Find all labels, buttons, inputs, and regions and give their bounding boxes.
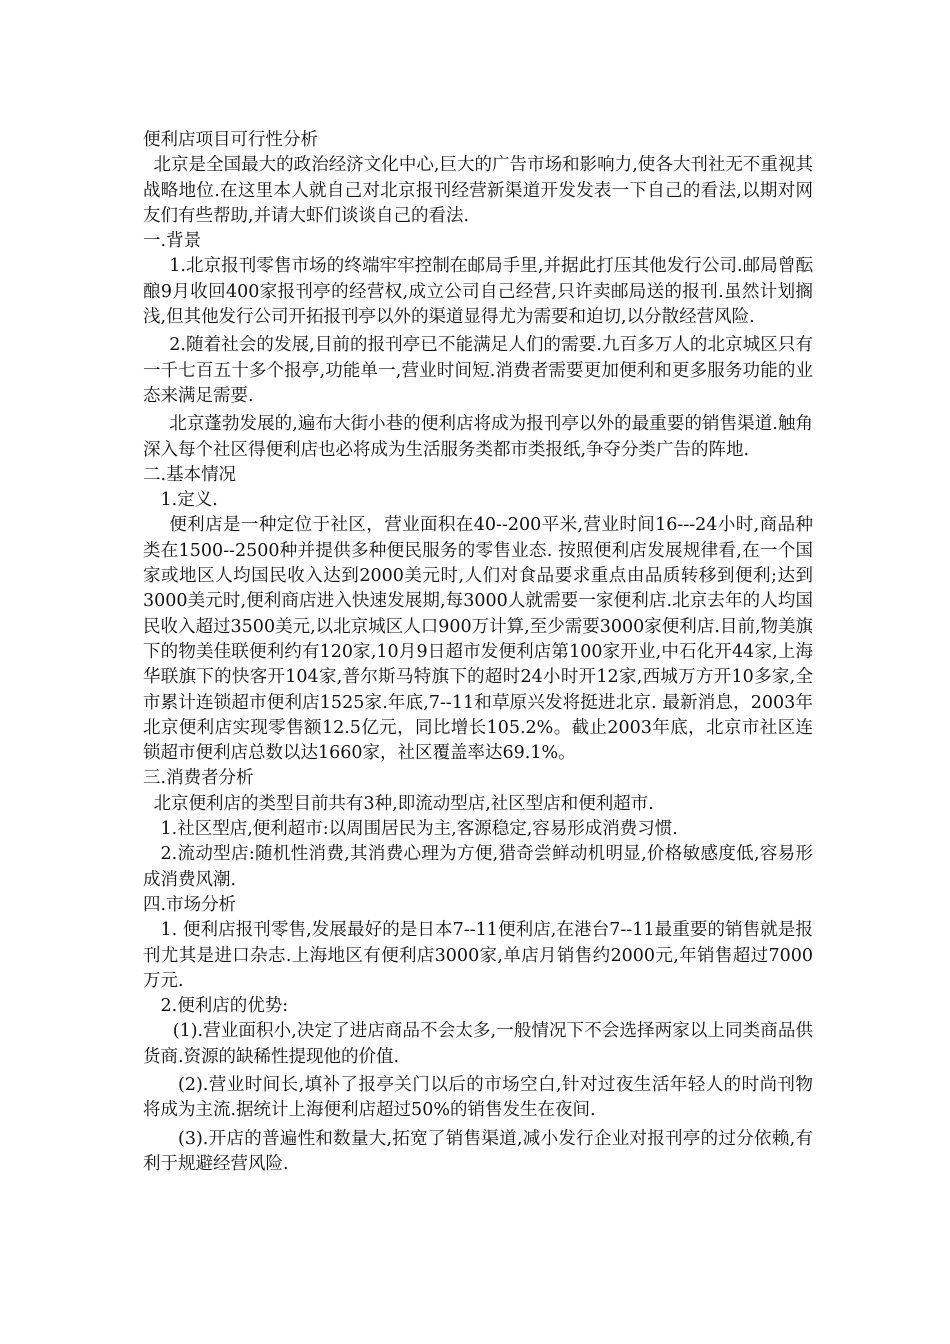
document-body (143, 128, 813, 1177)
paragraph: 2.流动型店:随机性消费,其消费心理为方便,猎奇尝鲜动机明显,价格敏感度低,容易形成消费风潮. (143, 844, 813, 890)
subheading: 2.便利店的优势: (160, 996, 289, 1017)
section-heading: 三.消费者分析 (143, 768, 254, 789)
paragraph: 北京蓬勃发展的,遍布大街小巷的便利店将成为报刊亭以外的最重要的销售渠道.触角深入每个社区得便利店也必将成为生活服务类都市类报纸,争夺分类广告的阵地. (143, 414, 813, 460)
paragraph: 2.随着社会的发展,目前的报刊亭已不能满足人们的需要.九百多万人的北京城区只有一千七百五十多个报亭,功能单一,营业时间短.消费者需要更加便利和更多服务功能的业态来满足需要. (143, 335, 813, 406)
paragraph: 1.北京报刊零售市场的终端牢牢控制在邮局手里,并据此打压其他发行公司.邮局曾酝酿9月收回400家报刊亭的经营权,成立公司自己经营,只许卖邮局送的报刊.虽然计划搁浅,但其他发行公司开拓报刊亭以外的渠道显得尤为需要和迫切,以分散经营风险. (143, 256, 813, 328)
paragraph: (1).营业面积小,决定了进店商品不会太多,一般情况下不会选择两家以上同类商品供货商.资源的缺稀性提现他的价值. (143, 1021, 813, 1067)
paragraph: (3).开店的普遍性和数量大,拓宽了销售渠道,减小发行企业对报刊亭的过分依赖,有利于规避经营风险. (143, 1128, 813, 1174)
document-title: 便利店项目可行性分析 (143, 130, 318, 150)
section-heading: 二.基本情况 (143, 464, 237, 485)
paragraph: (2).营业时间长,填补了报亭关门以后的市场空白,针对过夜生活年轻人的时尚刊物将成为主流.据统计上海便利店超过50%的销售发生在夜间. (143, 1074, 813, 1121)
paragraph: 北京便利店的类型目前共有3种,即流动型店,社区型店和便利超市. (153, 793, 654, 814)
paragraph: 便利店是一种定位于社区，营业面积在40--200平米,营业时间16---24小时,商品种类在1500--2500种并提供多种便民服务的零售业态. 按照便利店发展规律看,在一个国家或地区人均国民收入达到2000美元时,人们对食品要求重点由品质转移到便利;达到3000美元时,便利商店进入快速发展期,每3000人就需要一家便利店.北京去年的人均国民收入超过3500美元,以北京城区人口900万计算,至少需要3000家便利店.目前,物美旗下的物美佳联便利约有120家,10月9日超市发便利店第100家开业,中石化开44家,上海华联旗下的快客开104家,普尔斯马特旗下的超时24小时开12家,西城万方开10多家,全市累计连锁超市便利店1525家.年底,7--11和草原兴发将挺进北京. 最新消息，2003年北京便利店实现零售额12.5亿元，同比增长105.2%。截止2003年底，北京市社区连锁超市便利店总数以达1660家，社区覆盖率达69.1%。 (143, 515, 813, 764)
paragraph: 北京是全国最大的政治经济文化中心,巨大的广告市场和影响力,使各大刊社无不重视其战略地位.在这里本人就自己对北京报刊经营新渠道开发发表一下自己的看法,以期对网友们有些帮助,并请大虾们谈谈自己的看法. (143, 155, 813, 226)
subheading: 1.定义. (160, 490, 218, 511)
section-heading: 一.背景 (143, 231, 202, 252)
paragraph: 1. 便利店报刊零售,发展最好的是日本7--11便利店,在港台7--11最重要的销售就是报刊尤其是进口杂志.上海地区有便利店3000家,单店月销售约2000元,年销售超过7000万元. (143, 920, 813, 991)
section-heading: 四.市场分析 (143, 894, 237, 915)
paragraph: 1.社区型店,便利超市:以周围居民为主,客源稳定,容易形成消费习惯. (160, 819, 678, 840)
